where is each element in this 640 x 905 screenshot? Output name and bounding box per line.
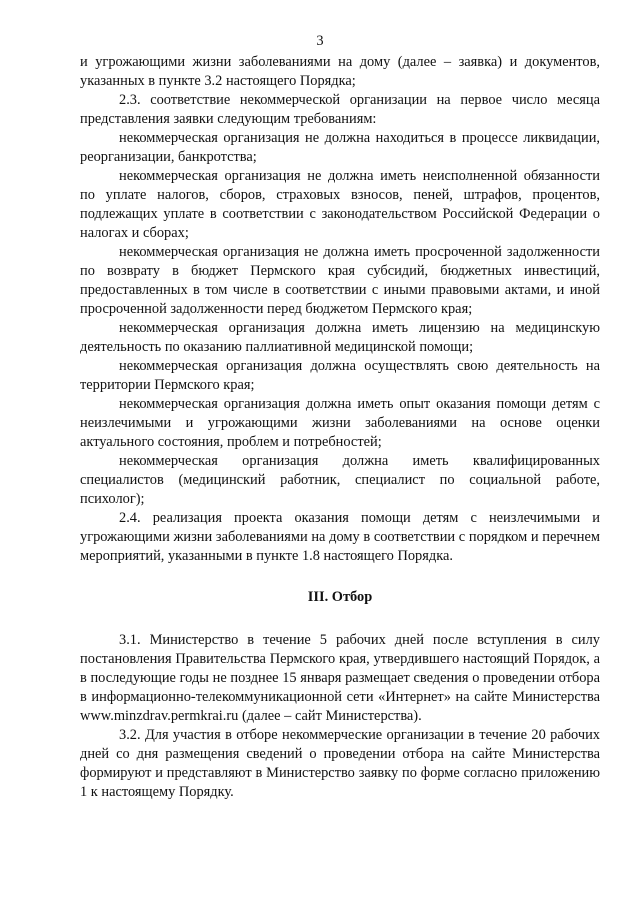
paragraph-requirement: некоммерческая организация не должна иметь просроченной задолженности по возврату в бюджет Пермского края субсидий, бюджетных инвестиций, предоставленных в том числе в соответствии с иными правовыми актами, и иной просроченной задолженности перед бюджетом Пермского края; — [80, 244, 600, 317]
paragraph-requirement: некоммерческая организация должна иметь квалифицированных специалистов (медицинский работник, специалист по социальной работе, психолог); — [80, 453, 600, 507]
paragraphs-after-heading — [80, 631, 600, 802]
paragraph-requirement: некоммерческая организация должна иметь опыт оказания помощи детям с неизлечимыми и угрожающими жизни заболеваниями на основе оценки актуального состояния, проблем и потребностей; — [80, 396, 600, 450]
section-heading: III. Отбор — [307, 589, 373, 605]
paragraph-3-2: 3.2. Для участия в отборе некоммерческие организации в течение 20 рабочих дней со дня размещения сведений о проведении отбора на сайте Министерства формируют и представляют в Министерство заявку по форме согласно приложению 1 к настоящему Порядку. — [80, 727, 600, 800]
paragraph-requirement: некоммерческая организация должна иметь лицензию на медицинскую деятельность по оказанию паллиативной медицинской помощи; — [80, 320, 600, 355]
page-number: 3 — [316, 33, 324, 49]
paragraph-2-3: 2.3. соответствие некоммерческой организации на первое число месяца представления заявки следующим требованиям: — [80, 92, 600, 127]
paragraphs-before-heading — [80, 53, 600, 566]
document-body — [80, 53, 600, 802]
paragraph-requirement: некоммерческая организация должна осуществлять свою деятельность на территории Пермского края; — [80, 358, 600, 393]
paragraph-requirement: некоммерческая организация не должна иметь неисполненной обязанности по уплате налогов, сборов, страховых взносов, пеней, штрафов, процентов, подлежащих уплате в соответствии с законодательством Российской Федерации о налогах и сборах; — [80, 168, 600, 241]
paragraph-2-4: 2.4. реализация проекта оказания помощи детям с неизлечимыми и угрожающими жизни заболеваниями на дому в соответствии с порядком и перечнем мероприятий, указанными в пункте 1.8 настоящего Порядка. — [80, 510, 600, 564]
paragraph-requirement: некоммерческая организация не должна находиться в процессе ликвидации, реорганизации, банкротства; — [80, 130, 600, 165]
paragraph-continuation: и угрожающими жизни заболеваниями на дому (далее – заявка) и документов, указанных в пункте 3.2 настоящего Порядка; — [80, 54, 600, 89]
paragraph-3-1: 3.1. Министерство в течение 5 рабочих дней после вступления в силу постановления Правительства Пермского края, утвердившего настоящий Порядок, а в последующие годы не позднее 15 января размещает сведения о проведении отбора в информационно-телекоммуникационной сети «Интернет» на сайте Министерства www.minzdrav.permkrai.ru (далее – сайт Министерства). — [80, 632, 600, 724]
